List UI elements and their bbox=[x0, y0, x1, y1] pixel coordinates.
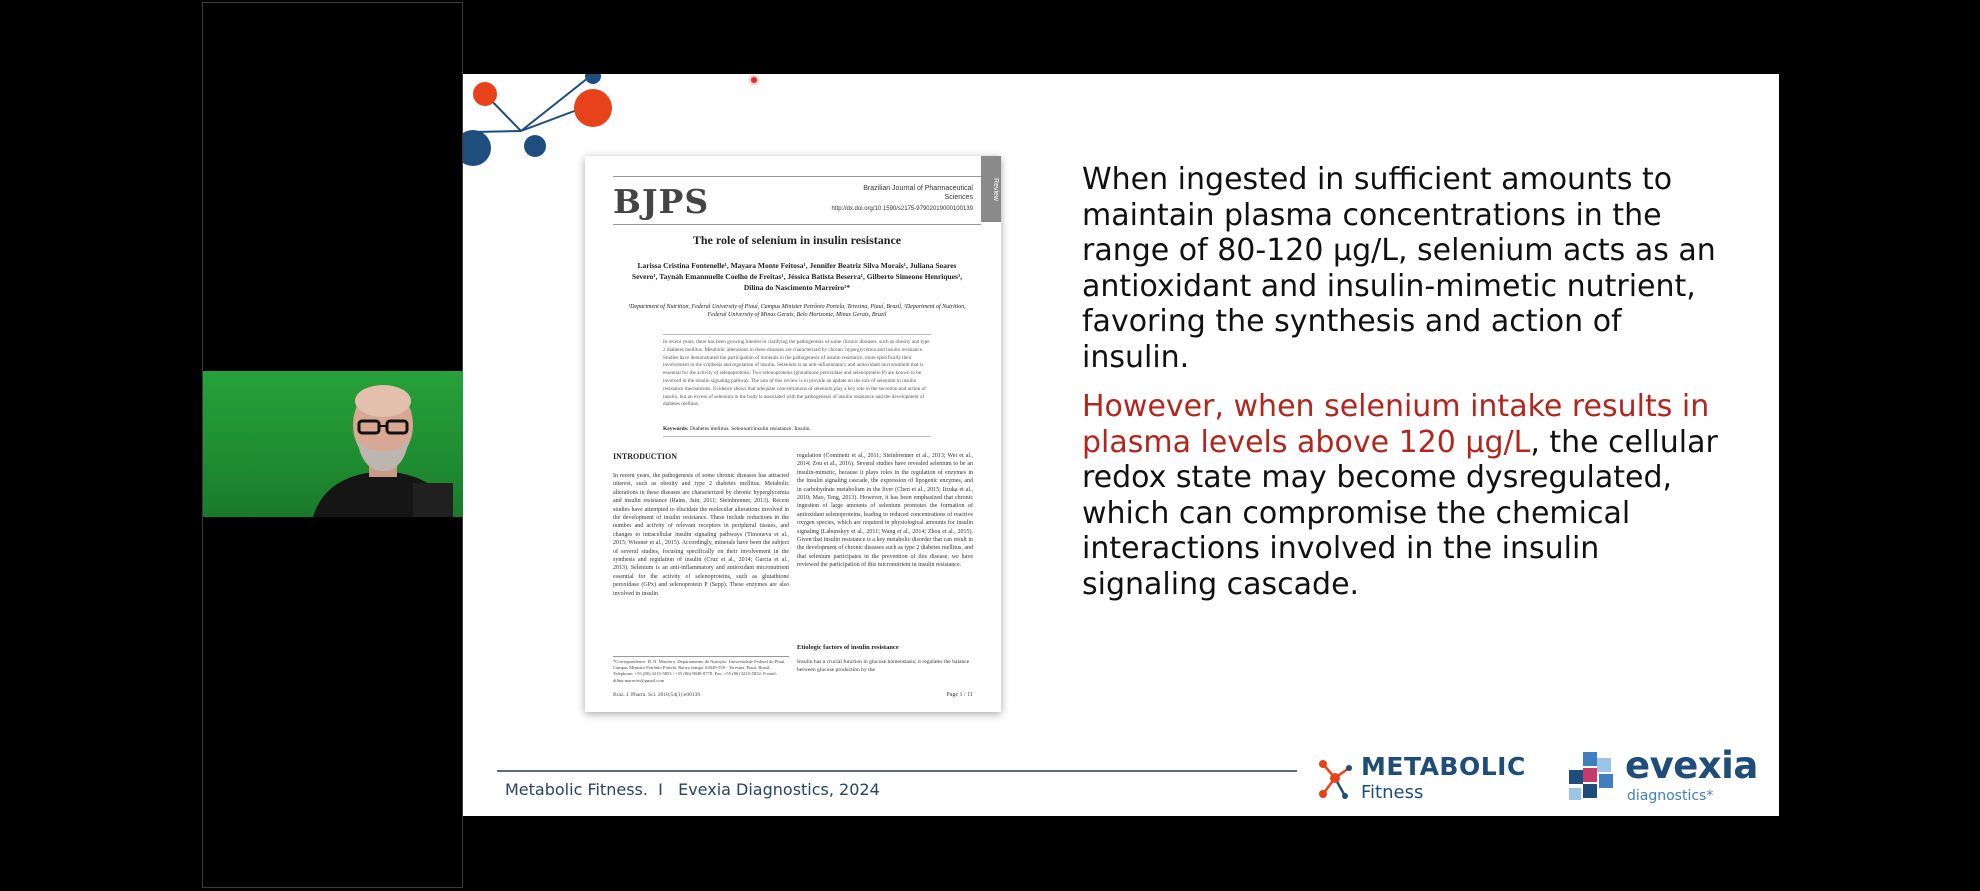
keywords-label: Keywords: bbox=[663, 426, 689, 432]
metabolic-logo-icon bbox=[1315, 756, 1355, 800]
paragraph-excess-range bbox=[1082, 389, 1722, 602]
metabolic-logo-sub: Fitness bbox=[1361, 782, 1424, 803]
presentation-slide bbox=[463, 74, 1779, 816]
paragraph-excess-rest: , the cellular redox state may become dysregulated, which can compromise the chemical interactions involved in the insulin signaling cascade. bbox=[1082, 424, 1718, 602]
presenter-webcam-video bbox=[203, 371, 463, 517]
etiologic-text: Insulin has a crucial function in glucose homeostasis; it regulates the balance between glucose production by the bbox=[797, 659, 970, 673]
article-authors: Larissa Cristina Fontenelle¹, Mayara Monte Feitosa¹, Jennifer Beatriz Silva Morais¹, Juliana Soares Severo¹, Taynáh Emannuelle Coelho de Freitas¹, Jéssica Batista Beserra¹, Gilberto Simeone Henriques², Dilina do Nascimento Marreiro¹* bbox=[631, 261, 963, 292]
metabolic-fitness-logo bbox=[1315, 750, 1545, 810]
introduction-heading: INTRODUCTION bbox=[613, 452, 678, 461]
journal-logo: BJPS bbox=[613, 182, 710, 221]
paragraph-normal-range: When ingested in sufficient amounts to maintain plasma concentrations in the range of 80-120 µg/L, selenium acts as an antioxidant and insulin-mimetic nutrient, favoring the synthesis and action of insulin. bbox=[1082, 162, 1716, 375]
review-tab-label: Review bbox=[991, 178, 999, 201]
journal-name: Brazilian Journal of Pharmaceutical Sciences bbox=[863, 185, 973, 201]
article-abstract: In recent years, there has been growing interest in clarifying the pathogenesis of some chronic diseases, such as obesity and type 2 diabetes mellitus. Metabolic alterations in these diseases are characterized by chronic hyperglycemia and insulin resistance. Studies have demonstrated the participation of minerals in the pathogenesis of insulin resistance, more specifically their involvement in the synthesis and regulation of insulin. Selenium is an anti-inflammatory and antioxidant micronutrient that is essential for the activity of selenoproteins. Two selenoproteins (glutathione peroxidase and selenoprotein P) are known to be involved in the insulin signaling pathway. The aim of this review is to provide an update on the role of selenium in insulin resistance mechanisms. Evidence shows that adequate concentrations of selenium play a key role in the secretion and action of insulin, but an excess of selenium in the body is associated with the pathogenesis of insulin resistance and the development of diabetes mellitus. bbox=[663, 334, 931, 419]
evexia-logo-word: evexia bbox=[1625, 744, 1758, 787]
divider bbox=[613, 176, 981, 177]
footer-divider bbox=[497, 770, 1297, 772]
introduction-right-column: regulation (Cominetti et al., 2011; Steinbrenner et al., 2013; Wei et al., 2014; Zou et al., 2016). Several studies have revealed selenium to be an insulin-mimetic, because it plays roles in the regulation of enzymes in the insulin signaling cascade, the expression of lipogenic enzymes, and in carbohydrate metabolism in the liver (Chen et al., 2015; Iizuka et al., 2010; Mao, Teng, 2013). However, it has been emphasized that chronic ingestion of large amounts of selenium promotes the formation of antioxidant selenoproteins, leading to reduced concentrations of reactive oxygen species, which are required in physiological amounts for insulin signaling (Labunskyy et al., 2011; Wang et al., 2014; Zhou et al., 2015). Given that insulin resistance is a key metabolic disorder that can result in the development of chronic diseases such as type 2 diabetes mellitus, and that selenium participates in the prevention of this disease, we have reviewed the participation of this micronutrient in insulin resistance. bbox=[797, 453, 973, 569]
keywords-text: Diabetes mellitus. Selenium/insulin resistance. Insulin. bbox=[690, 426, 811, 432]
footer-credit: Metabolic Fitness. I Evexia Diagnostics, 2024 bbox=[505, 780, 880, 799]
evexia-diagnostics-logo bbox=[1563, 742, 1763, 812]
article-keywords bbox=[663, 426, 931, 437]
highlighted-warning-text: However, when selenium intake results in plasma levels above 120 µg/L bbox=[1082, 389, 1710, 460]
etiologic-heading: Etiologic factors of insulin resistance bbox=[797, 644, 899, 651]
presenter-figure bbox=[313, 373, 453, 517]
journal-article-page bbox=[585, 156, 1001, 712]
metabolic-logo-word: METABOLIC bbox=[1361, 752, 1526, 781]
article-citation: Braz. J. Pharm. Sci. 2018;54(1):e00139 bbox=[613, 692, 701, 698]
slide-body-text bbox=[1082, 162, 1722, 602]
article-affiliations: ¹Department of Nutrition, Federal University of Piauí, Campus Minister Petrônio Portela, Teresina, Piauí, Brazil, ²Department of Nutrition, Federal University of Minas Gerais, Belo Horizonte, Minas Gerais, Brazil bbox=[628, 304, 966, 318]
laser-pointer-icon bbox=[751, 77, 757, 83]
correspondence-note: *Correspondence: D. N. Marreiro. Departamento de Nutrição. Universidade Federal do Piauí. Campus Ministro Petrônio Portela. Bairro Ininga. 64049-550 - Teresina, Piauí, Brasil. Telephone: +55 (86) 3215-5853 / +55 (86) 9848-8778. Fax: +55 (86) 3215-5852. E-mail: dilina.marreiro@gmail.com bbox=[613, 656, 789, 684]
divider bbox=[613, 224, 981, 225]
review-tab bbox=[981, 156, 1001, 222]
introduction-left-column: In recent years, the pathogenesis of some chronic diseases has attracted interest, such as obesity and type 2 diabetes mellitus. Metabolic alterations in these diseases are characterized by chronic hyperglycemia and insulin resistance (Rains, Jain, 2011; Steinbrenner, 2013). Recent studies have attempted to elucidate the molecular alterations involved in the development of insulin resistance. These include reductions in the number and activity of relevant receptors in peripheral tissues, and changes to intracellular insulin signaling pathways (Timoneva et al., 2015; Wiesner et al., 2015). Accordingly, minerals have been the subject of several studies, focusing specifically on their involvement in the synthesis and regulation of insulin (Cruz et al., 2014; Garcia et al., 2013). Selenium is an anti-inflammatory and antioxidant micronutrient essential for the activity of selenoproteins, such as glutathione peroxidase (GPx) and selenoprotein P (Sepp). These enzymes are also involved in insulin bbox=[613, 473, 789, 597]
article-page-number: Page 1 / 11 bbox=[946, 692, 973, 698]
evexia-logo-sub: diagnostics* bbox=[1627, 788, 1714, 804]
article-title: The role of selenium in insulin resistance bbox=[692, 233, 902, 247]
article-doi: http://dx.doi.org/10.1590/s2175-97902019000100139 bbox=[831, 206, 973, 212]
evexia-cross-logo-icon bbox=[1563, 752, 1619, 808]
